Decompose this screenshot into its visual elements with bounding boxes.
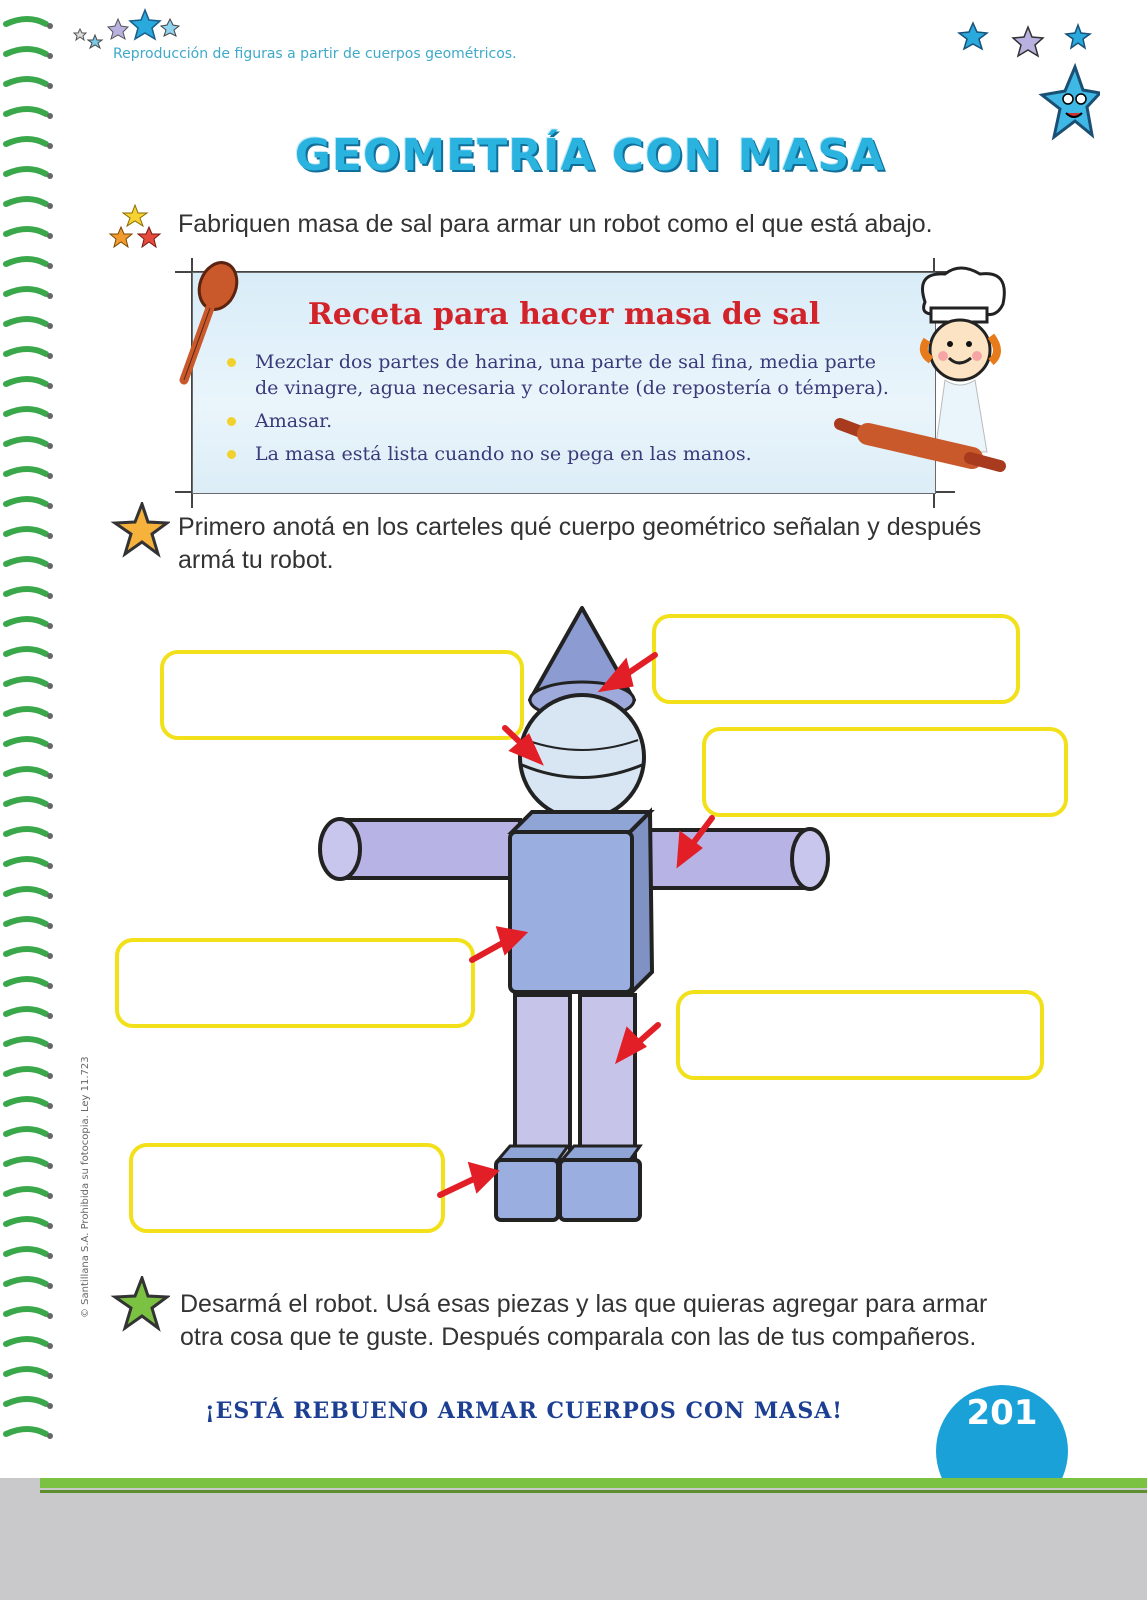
recipe-item: Mezclar dos partes de harina, una parte de sal fina, media parte de vinagre, agua necesaria y colorante (de repostería o témpera).: [249, 349, 889, 401]
spiral-binding: [0, 0, 60, 1470]
recipe-item: La masa está lista cuando no se pega en las manos.: [249, 441, 889, 467]
recipe-item: Amasar.: [249, 408, 889, 434]
stars-bullet-icon: [105, 203, 165, 258]
bottom-green-line-dark: [40, 1490, 1147, 1493]
footer-slogan: ¡ESTÁ REBUENO ARMAR CUERPOS CON MASA!: [205, 1398, 843, 1424]
recipe-list: [249, 349, 889, 474]
bottom-green-line: [40, 1478, 1147, 1488]
page-bottom-edge: [0, 1478, 1147, 1600]
robot-illustration: [300, 600, 860, 1240]
instruction-2: Primero anotá en los carteles qué cuerpo geométrico señalan y después armá tu robot.: [178, 513, 982, 574]
copyright-note: © Santillana S.A. Prohibida su fotocopia. Ley 11.723: [80, 1056, 91, 1318]
recipe-title: Receta para hacer masa de sal: [307, 297, 821, 332]
orange-star-icon: [110, 502, 170, 560]
page-number: 201: [966, 1393, 1038, 1433]
recipe-box: [192, 272, 936, 494]
page-title: GEOMETRÍA CON MASA: [294, 130, 886, 181]
instruction-3: Desarmá el robot. Usá esas piezas y las que quieras agregar para armar otra cosa que te guste. Después comparala con las de tus compañeros.: [180, 1290, 988, 1351]
rolling-pin-icon: [832, 410, 1012, 480]
wooden-spoon-icon: [172, 258, 242, 388]
section-subtitle: Reproducción de figuras a partir de cuerpos geométricos.: [113, 46, 517, 62]
instruction-1: Fabriquen masa de sal para armar un robot como el que está abajo.: [178, 210, 933, 238]
green-star-icon: [110, 1276, 170, 1334]
